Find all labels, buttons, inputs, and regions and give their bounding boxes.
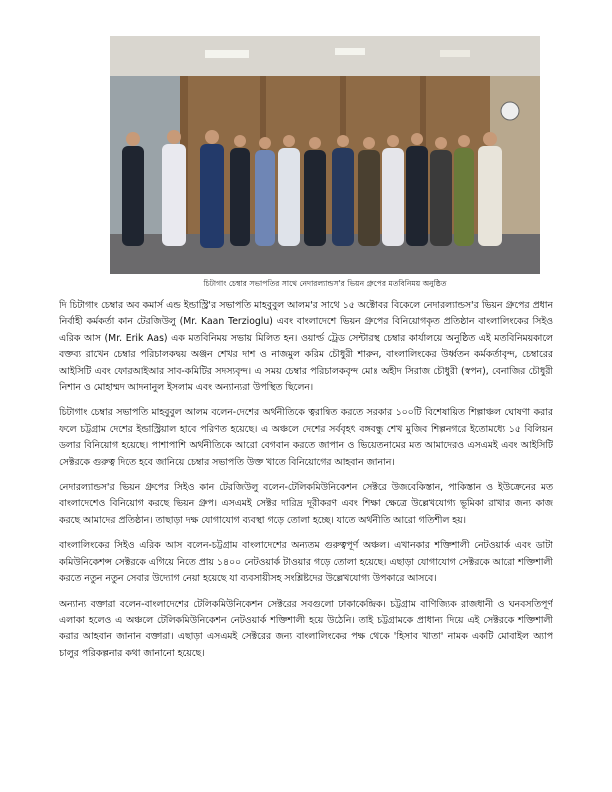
article-paragraph: চিটাগাং চেম্বার সভাপতি মাহবুবুল আলম বলেন-দেশের অর্থনীতিকে ত্বরান্বিত করতে সরকার ১০০টি বিশেষায়িত শিল্পাঞ্চল ঘোষণা করার ফলে চট্টগ্রাম দেশের ইন্ডাস্ট্রিয়াল হাবে পরিণত হয়েছে। এ অঞ্চলে দেশের সর্ববৃহৎ বঙ্গবন্ধু শেখ মুজিব শিল্পনগরে ইতোমধ্যে ১৫ বিলিয়ন ডলার বিনিয়োগ হয়েছে। পাশাপাশি অর্থনীতিকে আরো বেগবান করতে জাপান ও ভিয়েতনামের মত আমাদেরও এসএমই এবং আইসিটি সেক্টরকে গুরুত্ব দিতে হবে জানিয়ে চেম্বার সভাপতি উক্ত খাতে বিনিয়োগের আহবান জানান। xyxy=(59,407,553,468)
group-photo xyxy=(110,36,540,274)
article-paragraph: বাংলালিংকের সিইও এরিক আস বলেন-চট্টগ্রাম বাংলাদেশের অন্যতম গুরুত্বপূর্ণ অঞ্চল। এখানকার শক্তিশালী নেটওয়ার্ক এবং ডাটা কমিউনিকেশন্স সেক্টরকে এগিয়ে নিতে প্রায় ১৪০০ নেটওয়ার্ক টাওয়ার গড়ে তোলা হয়েছে। এছাড়া যোগাযোগ সেক্টরকে আরো শক্তিশালী করতে নতুন নতুন সেবার উদ্যোগ নেয়া হয়েছে যা ব্যবসায়ীসহ সংশ্লিষ্টদের উল্লেখযোগ্য উপকারে আসবে। xyxy=(59,540,553,585)
article-paragraph: অন্যান্য বক্তারা বলেন-বাংলাদেশের টেলিকমিউনিকেশন সেক্টরের সবগুলো ঢাকাকেন্দ্রিক। চট্টগ্রাম বাণিজ্যিক রাজধানী ও ঘনবসতিপূর্ণ এলাকা হলেও এ অঞ্চলে টেলিকমিউনিকেশন নেটওয়ার্ক শক্তিশালী হয়ে উঠেনি। তাই চট্টগ্রামকে প্রাধান্য দিয়ে এই সেক্টরকে শক্তিশালী করার আহবান জানান বক্তারা। এছাড়া এসএমই সেক্টরের জন্য বাংলালিংকের পক্ষ থেকে 'হিসাব খাতা' নামক একটি মোবাইল অ্যাপ চালুর পরিকল্পনার কথা জানানো হয়েছে। xyxy=(59,598,553,659)
article-paragraph: নেদারল্যান্ডস'র ভিয়ন গ্রুপের সিইও কান টেরজিউলু বলেন-টেলিকমিউনিকেশন সেক্টরে উজবেকিস্তান, পাকিস্তান ও ইউক্রেনের মত বাংলাদেশেও বিনিয়োগ করছে ভিয়ন গ্রুপ। এসএমই সেক্টর দারিদ্র দূরীকরণ এবং শিক্ষা ক্ষেত্রে উল্লেখযোগ্য ভূমিকা রাখার জন্য কাজ করছে আমাদের প্রতিষ্ঠান। তাছাড়া দক্ষ যোগাযোগ ব্যবস্থা গড়ে তোলা হচ্ছে। যাতে অর্থনীতি আরো গতিশীল হয়। xyxy=(59,482,553,526)
photo-caption: চিটাগাং চেম্বার সভাপতির সাথে নেদারল্যান্ডস'র ভিয়ন গ্রুপের মতবিনিময় অনুষ্ঠিত xyxy=(203,279,447,288)
article-body xyxy=(59,298,553,783)
group-photo-image xyxy=(110,36,540,274)
article-paragraph: দি চিটাগাং চেম্বার অব কমার্স এন্ড ইন্ডাস্ট্রি'র সভাপতি মাহবুবুল আলম'র সাথে ১৫ অক্টোবর বিকেলে নেদারল্যান্ডস'র ভিয়ন গ্রুপের প্রধান নির্বাহী কর্মকর্তা কান টেরজিউলু (Mr. Kaan Terzioglu) এবং বাংলাদেশে ভিয়ন গ্রুপের বিনিয়োগকৃত প্রতিষ্ঠান বাংলালিংকের সিইও এরিক আস (Mr. Erik Aas) এক মতবিনিময় সভায় মিলিত হন। ওয়ার্ল্ড ট্রেড সেন্টারস্থ চেম্বার কার্যালয়ে অনুষ্ঠিত এই মতবিনিময়কালে বক্তব্য রাখেন চেম্বার পরিচালকদ্বয় অঞ্জন শেখর দাশ ও নাজমুল করিম চৌধুরী শারুন, বাংলালিংকের উর্ধ্বতন কর্মকর্তাবৃন্দ, চেম্বারের আইসিটি এবং ফোরআইআর সাব-কমিটির সদস্যবৃন্দ। এ সময় চেম্বার পরিচালকবৃন্দ মোঃ অহীদ সিরাজ চৌধুরী (স্বপন), বেনাজির চৌধুরী নিশান ও মোহাম্মদ আদনানুল ইসলাম এবং অন্যান্যরা উপস্থিত ছিলেন। xyxy=(59,300,553,394)
